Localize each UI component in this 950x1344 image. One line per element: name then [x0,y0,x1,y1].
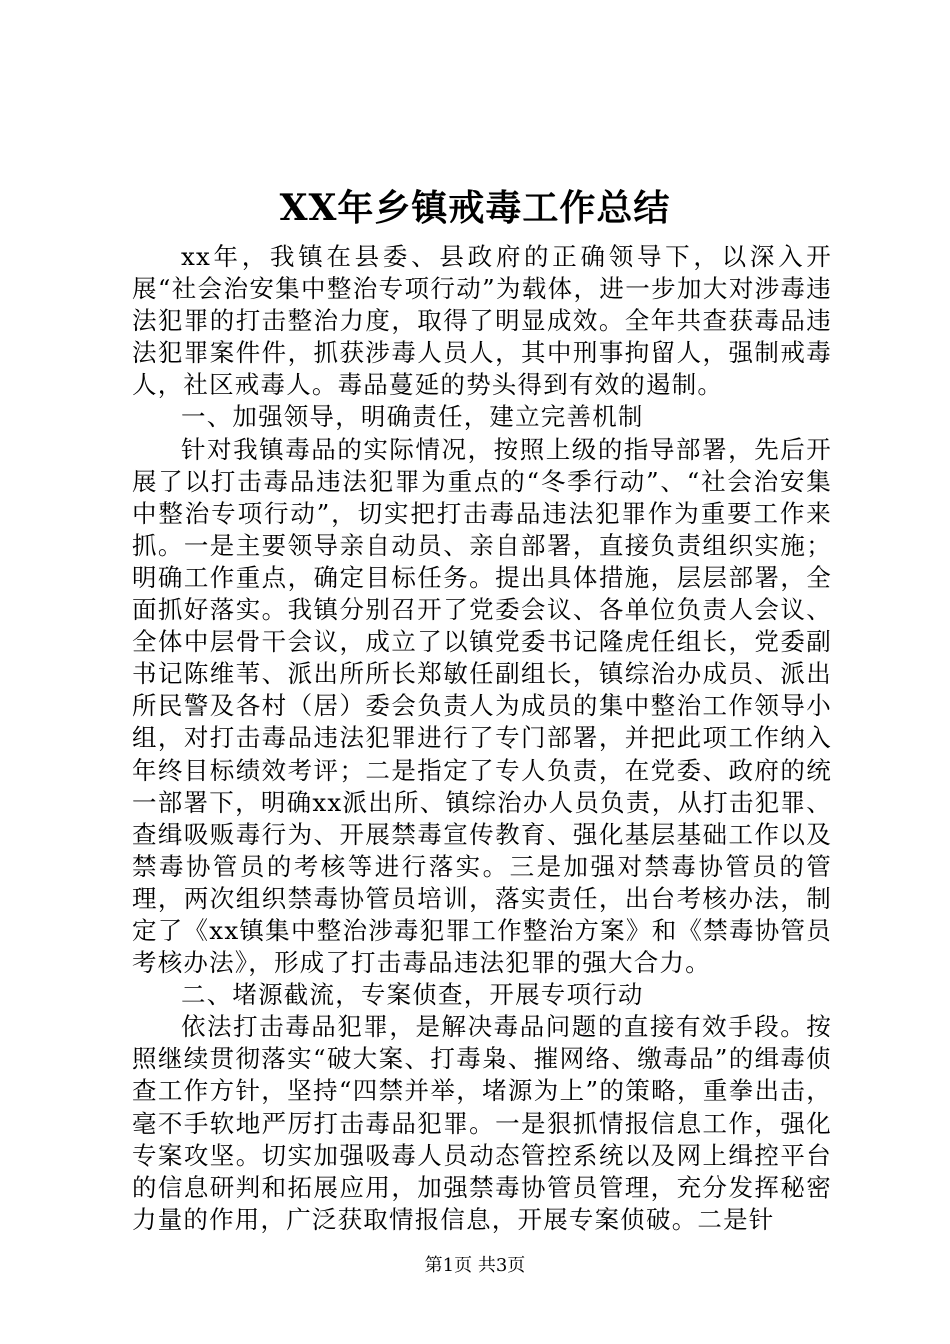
page-footer: 第1页 共3页 [424,1255,526,1276]
paragraph-intro: xx年，我镇在县委、县政府的正确领导下，以深入开展“社会治安集中整治专项行动”为载体，进一步加大对涉毒违法犯罪的打击整治力度，取得了明显成效。全年共查获毒品违法犯罪案件件，抓获涉毒人员人，其中刑事拘留人，强制戒毒人，社区戒毒人。毒品蔓延的势头得到有效的遏制。 [132,242,832,400]
document-body [132,241,832,1236]
document-title: XX年乡镇戒毒工作总结 [279,187,671,229]
section-heading-1: 一、加强领导，明确责任，建立完善机制 [181,402,644,432]
paragraph-section-2: 依法打击毒品犯罪，是解决毒品问题的直接有效手段。按照继续贯彻落实“破大案、打毒枭、摧网络、缴毒品”的缉毒侦查工作方针，坚持“四禁并举，堵源为上”的策略，重拳出击，毫不手软地严厉打击毒品犯罪。一是狠抓情报信息工作，强化专案攻坚。切实加强吸毒人员动态管控系统以及网上缉控平台的信息研判和拓展应用，加强禁毒协管员管理，充分发挥秘密力量的作用，广泛获取情报信息，开展专案侦破。二是针 [132,1012,832,1234]
paragraph-section-1: 针对我镇毒品的实际情况，按照上级的指导部署，先后开展了以打击毒品违法犯罪为重点的“冬季行动”、“社会治安集中整治专项行动”，切实把打击毒品违法犯罪作为重要工作来抓。一是主要领导亲自动员、亲自部署，直接负责组织实施；明确工作重点，确定目标任务。提出具体措施，层层部署，全面抓好落实。我镇分别召开了党委会议、各单位负责人会议、全体中层骨干会议，成立了以镇党委书记隆虎任组长，党委副书记陈维苇、派出所所长郑敏任副组长，镇综治办成员、派出所民警及各村（居）委会负责人为成员的集中整治工作领导小组，对打击毒品违法犯罪进行了专门部署，并把此项工作纳入年终目标绩效考评；二是指定了专人负责，在党委、政府的统一部署下，明确xx派出所、镇综治办人员负责，从打击犯罪、查缉吸贩毒行为、开展禁毒宣传教育、强化基层基础工作以及禁毒协管员的考核等进行落实。三是加强对禁毒协管员的管理，两次组织禁毒协管员培训，落实责任，出台考核办法，制定了《xx镇集中整治涉毒犯罪工作整治方案》和《禁毒协管员考核办法》，形成了打击毒品违法犯罪的强大合力。 [132,434,832,978]
section-heading-2: 二、堵源截流，专案侦查，开展专项行动 [181,980,644,1010]
